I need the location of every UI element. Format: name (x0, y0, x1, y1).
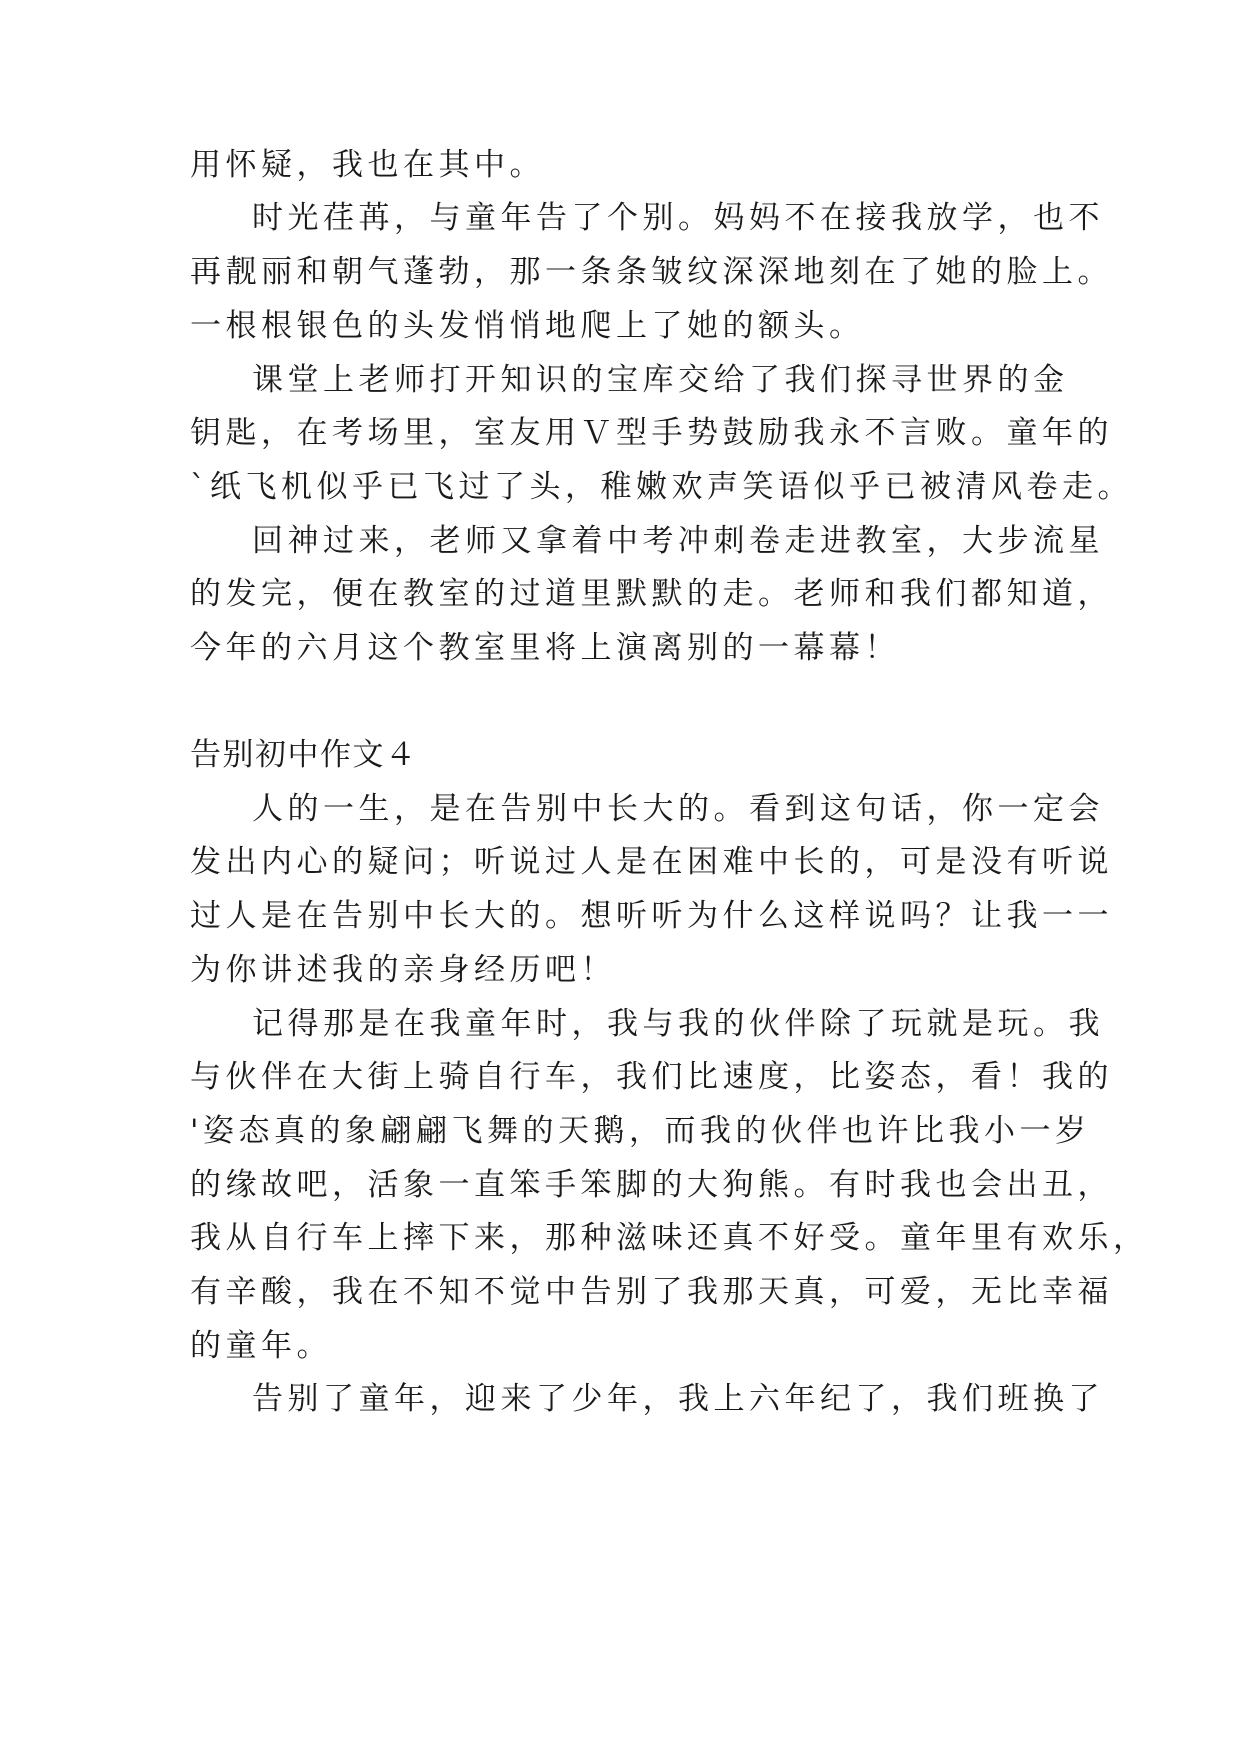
text-line: 我从自行车上摔下来，那种滋味还真不好受。童年里有欢乐， (190, 1220, 1149, 1256)
text-line: 今年的六月这个教室里将上演离别的一幕幕！ (190, 630, 900, 666)
text-line: 时光荏苒，与童年告了个别。妈妈不在接我放学，也不 (252, 200, 1104, 236)
text-line: '姿态真的象翩翩飞舞的天鹅，而我的伙伴也许比我小一岁 (190, 1113, 1091, 1149)
text-line: 课堂上老师打开知识的宝库交给了我们探寻世界的金 (252, 362, 1069, 398)
text-line: 人的一生，是在告别中长大的。看到这句话，你一定会 (252, 791, 1104, 827)
text-line: 发出内心的疑问；听说过人是在困难中长的，可是没有听说 (190, 844, 1113, 880)
text-line: 再靓丽和朝气蓬勃，那一条条皱纹深深地刻在了她的脸上。 (190, 254, 1113, 290)
text-line: 钥匙，在考场里，室友用Ｖ型手势鼓励我永不言败。童年的 (190, 415, 1113, 451)
text-line: 的发完，便在教室的过道里默默的走。老师和我们都知道， (190, 576, 1113, 612)
text-line: 的缘故吧，活象一直笨手笨脚的大狗熊。有时我也会出丑， (190, 1167, 1113, 1203)
text-line: 用怀疑，我也在其中。 (190, 147, 545, 183)
text-line: `纸飞机似乎已飞过了头，稚嫩欢声笑语似乎已被清风卷走。 (190, 469, 1133, 505)
text-line: 回神过来，老师又拿着中考冲刺卷走进教室，大步流星 (252, 523, 1104, 559)
text-line: 有辛酸，我在不知不觉中告别了我那天真，可爱，无比幸福 (190, 1274, 1113, 1310)
text-line: 的童年。 (190, 1328, 332, 1364)
text-line: 记得那是在我童年时，我与我的伙伴除了玩就是玩。我 (252, 1006, 1104, 1042)
text-line: 一根根银色的头发悄悄地爬上了她的额头。 (190, 308, 865, 344)
section-heading: 告别初中作文４ (190, 737, 418, 773)
text-line: 告别了童年，迎来了少年，我上六年纪了，我们班换了 (252, 1381, 1104, 1417)
text-line: 为你讲述我的亲身经历吧！ (190, 952, 616, 988)
text-line: 过人是在告别中长大的。想听听为什么这样说吗？让我一一 (190, 898, 1113, 934)
text-line: 与伙伴在大街上骑自行车，我们比速度，比姿态，看！我的 (190, 1059, 1113, 1095)
